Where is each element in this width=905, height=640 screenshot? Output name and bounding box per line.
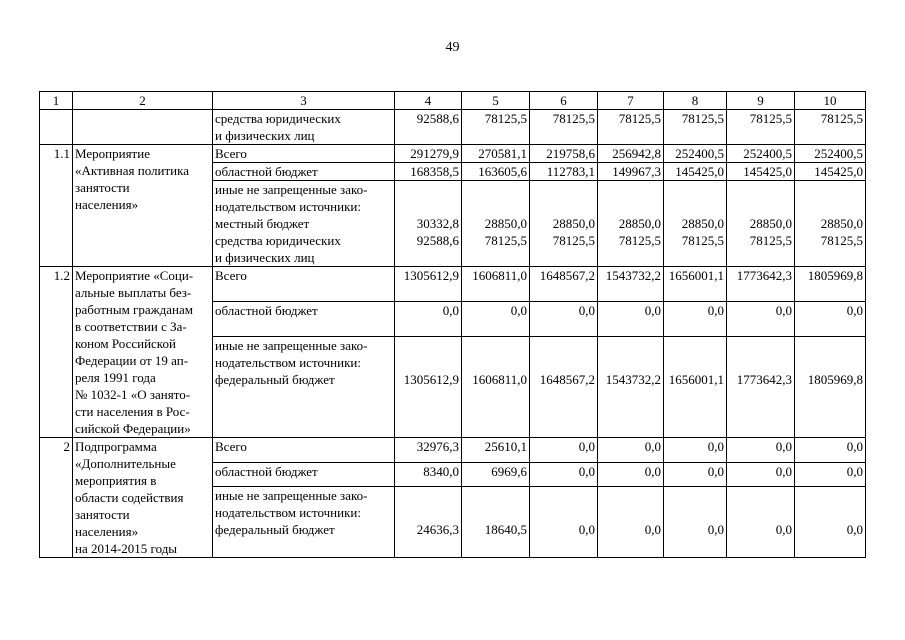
header-cell: 4 <box>395 92 462 110</box>
text-line: областной бюджет <box>215 302 318 318</box>
value-cell <box>395 267 462 302</box>
value-cell <box>598 462 664 487</box>
value-line: 0,0 <box>644 522 661 538</box>
header-cell: 10 <box>795 92 866 110</box>
value-line: 0,0 <box>775 522 792 538</box>
value-line: 78125,5 <box>618 233 661 248</box>
page-number: 49 <box>445 40 460 55</box>
value-line: 0,0 <box>846 522 863 538</box>
value-cell <box>795 267 866 302</box>
value-cell <box>395 181 462 267</box>
value-line: 0,0 <box>510 302 527 318</box>
value-cell: 78125,5 <box>727 110 795 145</box>
value-line: 0,0 <box>578 439 595 454</box>
value-cell <box>462 301 530 336</box>
value-line: 0,0 <box>707 522 724 538</box>
value-line: 78125,5 <box>820 233 863 248</box>
value-line: 0,0 <box>707 463 724 479</box>
row-name-cell <box>73 145 213 267</box>
value-line: 1543732,2 <box>605 371 661 387</box>
text-line: № 1032-1 «О занято- <box>75 387 191 402</box>
value-cell <box>395 336 462 437</box>
value-line: 163605,6 <box>478 164 527 179</box>
value-line: 28850,0 <box>552 216 595 231</box>
value-line: 252400,5 <box>814 146 863 161</box>
value-cell <box>795 438 866 463</box>
text-line: и физических лиц <box>215 128 315 143</box>
text-line: иные не запрещенные зако- <box>215 337 368 353</box>
value-line: 0,0 <box>707 302 724 318</box>
value-line: 0,0 <box>846 302 863 318</box>
value-cell: 78125,5 <box>462 110 530 145</box>
row-number-cell: 1.2 <box>40 267 73 438</box>
value-line: 0,0 <box>644 302 661 318</box>
value-line: 1305612,9 <box>403 371 459 387</box>
source-cell <box>213 336 395 437</box>
value-cell <box>530 487 598 558</box>
text-line: коном Российской <box>75 336 176 351</box>
text-line: на 2014-2015 годы <box>75 541 178 556</box>
value-cell <box>795 181 866 267</box>
value-line: 0,0 <box>707 439 724 454</box>
value-line: 0,0 <box>644 463 661 479</box>
value-cell <box>664 438 727 463</box>
value-line: 6969,6 <box>491 463 527 479</box>
value-cell <box>395 462 462 487</box>
text-line: Мероприятие <box>75 146 150 161</box>
text-line: областной бюджет <box>215 164 318 179</box>
value-cell <box>462 336 530 437</box>
text-line: работным гражданам <box>75 302 193 317</box>
value-line: 149967,3 <box>612 164 661 179</box>
value-cell <box>664 336 727 437</box>
header-row <box>40 92 866 110</box>
value-cell <box>727 267 795 302</box>
header-cell: 9 <box>727 92 795 110</box>
text-line: «Дополнительные <box>75 456 176 471</box>
source-cell <box>213 301 395 336</box>
text-line: в соответствии с За- <box>75 319 187 334</box>
value-line: 1773642,3 <box>736 268 792 283</box>
value-line: 1543732,2 <box>605 268 661 283</box>
value-line: 92588,6 <box>416 233 459 248</box>
value-cell <box>727 336 795 437</box>
value-line: 168358,5 <box>410 164 459 179</box>
value-line: 1305612,9 <box>403 268 459 283</box>
value-line: 270581,1 <box>478 146 527 161</box>
value-line: 0,0 <box>578 463 595 479</box>
text-line: средства юридических <box>215 111 341 126</box>
value-cell <box>664 163 727 181</box>
value-line: 78125,5 <box>552 233 595 248</box>
source-cell <box>213 163 395 181</box>
value-cell <box>462 487 530 558</box>
text-line: нодательством источники: <box>215 199 361 214</box>
value-cell <box>664 145 727 163</box>
source-cell <box>213 110 395 145</box>
value-line: 1773642,3 <box>736 371 792 387</box>
value-line: 1648567,2 <box>539 371 595 387</box>
value-line: 1606811,0 <box>472 268 527 283</box>
value-cell: 78125,5 <box>795 110 866 145</box>
text-line: иные не запрещенные зако- <box>215 488 368 504</box>
text-line: нодательством источники: <box>215 505 361 521</box>
text-line: средства юридических <box>215 233 341 248</box>
value-cell <box>727 145 795 163</box>
value-cell <box>727 301 795 336</box>
text-line: области содействия <box>75 490 184 505</box>
value-line: 78125,5 <box>484 233 527 248</box>
value-cell <box>395 487 462 558</box>
value-line: 1805969,8 <box>807 371 863 387</box>
value-cell <box>530 462 598 487</box>
header-cell: 3 <box>213 92 395 110</box>
value-cell <box>598 181 664 267</box>
value-line: 1656001,1 <box>668 371 724 387</box>
text-line: Всего <box>215 146 247 161</box>
value-cell <box>795 336 866 437</box>
row-number-cell: 1.1 <box>40 145 73 267</box>
value-line: 28850,0 <box>820 216 863 231</box>
text-line: сти населения в Рос- <box>75 404 190 419</box>
value-cell <box>530 301 598 336</box>
value-line: 1648567,2 <box>539 268 595 283</box>
value-cell <box>530 267 598 302</box>
value-line: 78125,5 <box>681 233 724 248</box>
value-cell <box>598 267 664 302</box>
value-cell <box>530 163 598 181</box>
value-line: 145425,0 <box>814 164 863 179</box>
text-line: иные не запрещенные зако- <box>215 182 368 197</box>
value-cell <box>395 163 462 181</box>
table-row <box>40 438 866 463</box>
budget-table <box>39 91 866 558</box>
value-line: 112783,1 <box>546 164 595 179</box>
text-line: Подпрограмма <box>75 439 157 454</box>
value-cell <box>795 462 866 487</box>
value-line: 0,0 <box>775 302 792 318</box>
value-line: 256942,8 <box>612 146 661 161</box>
text-line: федеральный бюджет <box>215 371 335 387</box>
value-line: 0,0 <box>578 302 595 318</box>
value-cell <box>664 487 727 558</box>
text-line: нодательством источники: <box>215 354 361 370</box>
row-name-cell <box>73 110 213 145</box>
value-line: 0,0 <box>442 302 459 318</box>
value-line: 252400,5 <box>743 146 792 161</box>
value-line: 219758,6 <box>546 146 595 161</box>
text-line: альные выплаты без- <box>75 285 192 300</box>
value-line: 78125,5 <box>749 233 792 248</box>
value-line: 28850,0 <box>618 216 661 231</box>
value-cell <box>664 462 727 487</box>
text-line: населения» <box>75 524 139 539</box>
value-cell <box>598 438 664 463</box>
value-cell <box>795 163 866 181</box>
value-cell <box>462 438 530 463</box>
text-line: федеральный бюджет <box>215 522 335 538</box>
value-cell <box>530 336 598 437</box>
table-row <box>40 267 866 302</box>
value-cell <box>598 336 664 437</box>
value-line: 0,0 <box>846 439 863 454</box>
value-line: 0,0 <box>846 463 863 479</box>
value-cell <box>462 181 530 267</box>
value-cell <box>664 181 727 267</box>
text-line: Федерации от 19 ап- <box>75 353 189 368</box>
value-cell <box>598 301 664 336</box>
value-cell: 92588,6 <box>395 110 462 145</box>
value-cell <box>462 462 530 487</box>
text-line: занятости <box>75 180 130 195</box>
value-cell: 78125,5 <box>664 110 727 145</box>
value-line: 28850,0 <box>749 216 792 231</box>
text-line: «Активная политика <box>75 163 190 178</box>
source-cell <box>213 181 395 267</box>
header-cell: 8 <box>664 92 727 110</box>
value-cell <box>727 462 795 487</box>
value-cell <box>664 267 727 302</box>
text-line: занятости <box>75 507 130 522</box>
text-line: мероприятия в <box>75 473 157 488</box>
value-cell <box>530 438 598 463</box>
value-cell <box>727 181 795 267</box>
value-line: 145425,0 <box>743 164 792 179</box>
value-line: 1805969,8 <box>807 268 863 283</box>
row-name-cell <box>73 438 213 558</box>
header-cell: 6 <box>530 92 598 110</box>
value-cell <box>598 145 664 163</box>
table-row <box>40 145 866 163</box>
value-cell <box>395 145 462 163</box>
value-line: 30332,8 <box>416 216 459 231</box>
value-cell <box>795 145 866 163</box>
value-cell <box>795 487 866 558</box>
value-line: 0,0 <box>775 463 792 479</box>
header-cell: 7 <box>598 92 664 110</box>
value-cell <box>727 163 795 181</box>
text-line: и физических лиц <box>215 250 315 265</box>
text-line: областной бюджет <box>215 463 318 479</box>
value-cell <box>598 487 664 558</box>
value-line: 252400,5 <box>675 146 724 161</box>
text-line: реля 1991 года <box>75 370 156 385</box>
row-number-cell <box>40 110 73 145</box>
row-name-cell <box>73 267 213 438</box>
value-cell <box>462 145 530 163</box>
value-line: 0,0 <box>644 439 661 454</box>
source-cell <box>213 145 395 163</box>
value-line: 1606811,0 <box>472 371 527 387</box>
text-line: местный бюджет <box>215 216 310 231</box>
value-line: 32976,3 <box>416 439 459 454</box>
text-line: Всего <box>215 268 247 283</box>
text-line: сийской Федерации» <box>75 421 191 436</box>
header-cell: 1 <box>40 92 73 110</box>
value-line: 18640,5 <box>484 522 527 538</box>
value-line: 24636,3 <box>416 522 459 538</box>
value-cell <box>462 163 530 181</box>
source-cell <box>213 438 395 463</box>
value-cell <box>395 438 462 463</box>
value-line: 28850,0 <box>681 216 724 231</box>
header-cell: 5 <box>462 92 530 110</box>
value-line: 1656001,1 <box>668 268 724 283</box>
header-cell: 2 <box>73 92 213 110</box>
value-line: 291279,9 <box>410 146 459 161</box>
value-cell <box>664 301 727 336</box>
value-cell <box>395 301 462 336</box>
row-number-cell: 2 <box>40 438 73 558</box>
value-line: 145425,0 <box>675 164 724 179</box>
text-line: Мероприятие «Соци- <box>75 268 194 283</box>
value-cell <box>795 301 866 336</box>
value-cell <box>727 487 795 558</box>
value-cell <box>727 438 795 463</box>
value-line: 25610,1 <box>484 439 527 454</box>
value-cell <box>598 163 664 181</box>
value-cell: 78125,5 <box>530 110 598 145</box>
value-line: 0,0 <box>578 522 595 538</box>
source-cell <box>213 267 395 302</box>
table-row <box>40 110 866 145</box>
text-line: Всего <box>215 439 247 454</box>
value-line: 8340,0 <box>423 463 459 479</box>
text-line: населения» <box>75 197 139 212</box>
value-line: 28850,0 <box>484 216 527 231</box>
source-cell <box>213 462 395 487</box>
value-line: 0,0 <box>775 439 792 454</box>
value-cell <box>530 181 598 267</box>
source-cell <box>213 487 395 558</box>
value-cell <box>462 267 530 302</box>
value-cell: 78125,5 <box>598 110 664 145</box>
value-cell <box>530 145 598 163</box>
